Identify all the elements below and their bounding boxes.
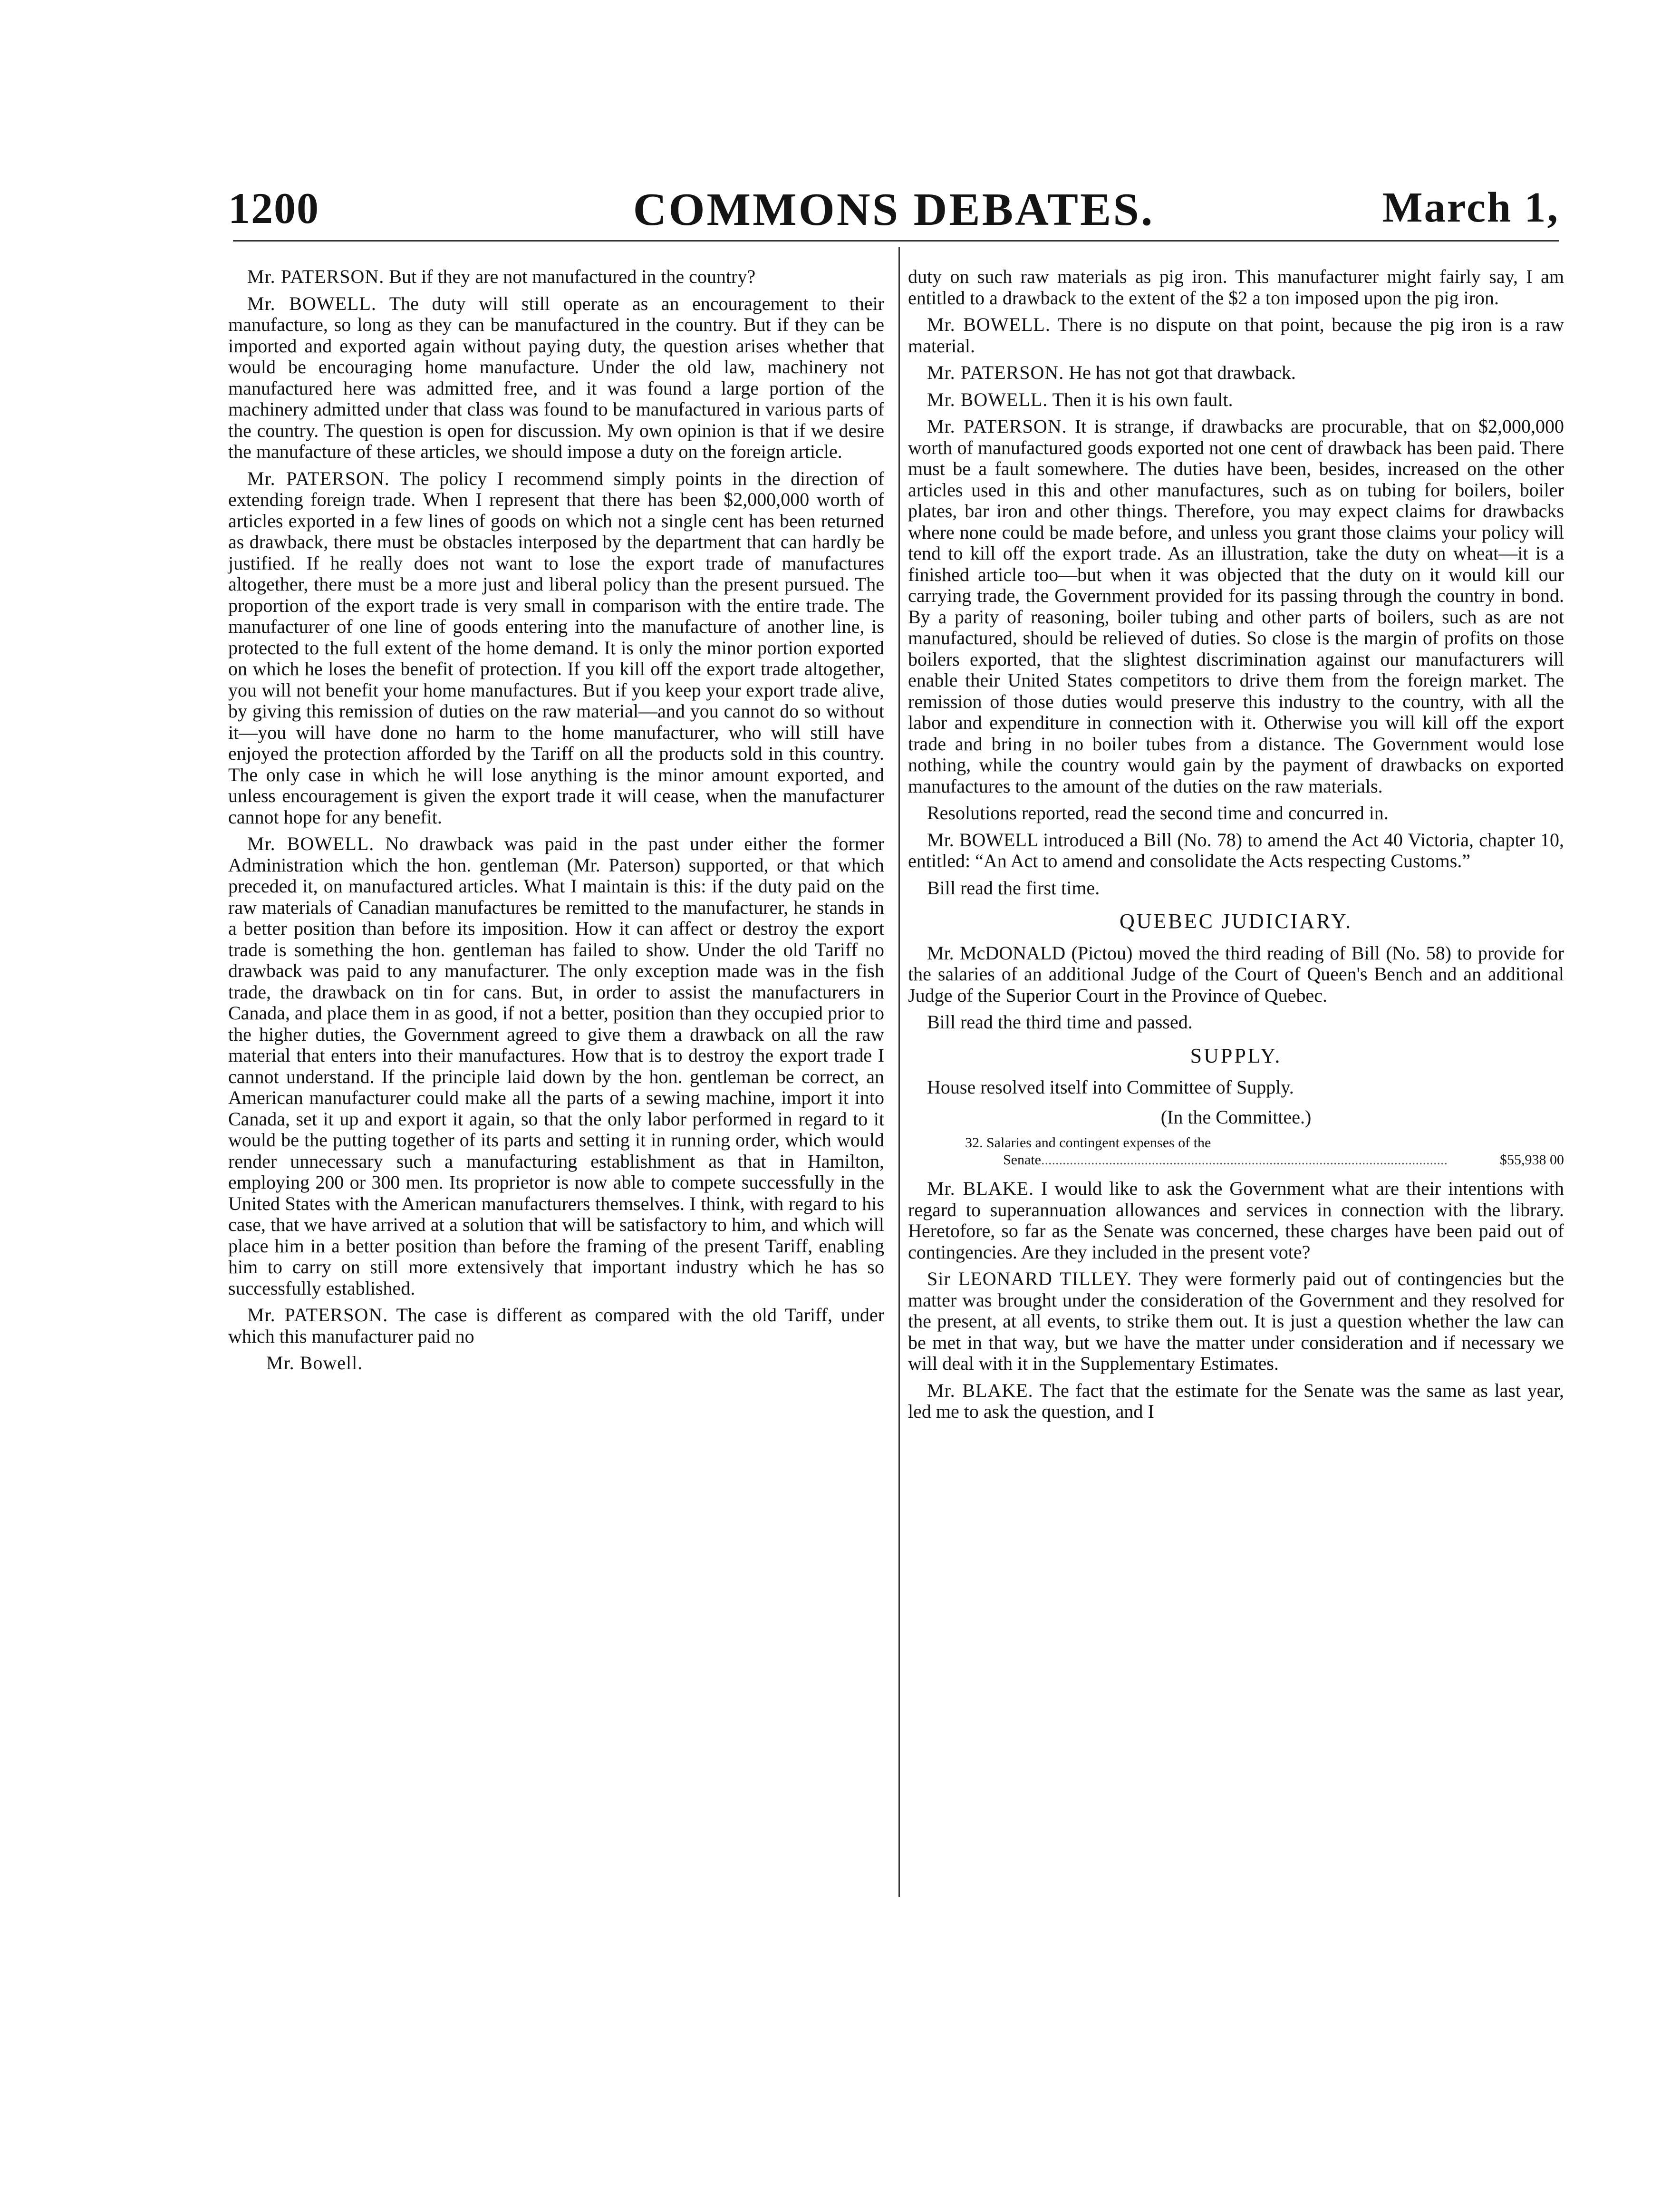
speaker-name: Mr. PATERSON.	[927, 362, 1064, 383]
speaker-name: Mr. BOWELL.	[247, 833, 375, 854]
paragraph-text: Resolutions reported, read the second time and concurred in.	[927, 802, 1389, 823]
speaker-name: Mr. BLAKE.	[927, 1379, 1033, 1401]
paragraph	[908, 1380, 1564, 1423]
paragraph-text: But if they are not manufactured in the country?	[389, 266, 756, 287]
paragraph-text: They were formerly paid out of contingencies but the matter was brought under the consideration of the Government and they resolved for the present, at all events, to strike them out. It is just a question whether the law can be met in that way, but we have the matter under consideration and if necessary we will deal with it in the Supplementary Estimates.	[908, 1268, 1564, 1374]
paragraph	[908, 1012, 1564, 1033]
committee-subheading: (In the Committee.)	[1160, 1106, 1312, 1128]
paragraph-text: It is strange, if drawbacks are procurable, that on $2,000,000 worth of manufactured goods exported not one cent of drawback has been paid. There must be a fault somewhere. The duties have been, besides, increased on the other articles used in this and other manufactures, such as on tubing for boilers, boiler plates, bar iron and other things. Therefore, you may expect claims for drawbacks where none could be made before, and unless you grant those claims your policy will tend to kill off the export trade. As an illustration, take the duty on wheat—it is a finished article too—but when it was objected that the duty on it would kill our carrying trade, the Government provided for its passing through the country in bond. By a parity of reasoning, boiler tubing and other parts of boilers, such as are not manufactured, should be relieved of duties. So close is the margin of profits on those boilers exported, that the slightest discrimination against our manufacturers will enable their United States competitors to drive them from the foreign market. The remission of those duties would preserve this industry to the country, with all the labor and expenditure in connection with it. Otherwise you will kill off the export trade and bring in no boiler tubes from a distance. The Government would lose nothing, while the country would gain by the payment of drawbacks on exported manufactures to the amount of the duties on the raw materials.	[908, 416, 1564, 797]
paragraph-text: The duty will still operate as an encouragement to their manufacture, so long as they can be manufactured in the country. But if they can be imported and exported again without paying duty, the question arises whether that would be encouraging home manufacture. Under the old law, machinery not manufactured here was admitted free, and it was found a large portion of the machinery admitted under that class was found to be manufactured in various parts of the country. The question is open for discussion. My own opinion is that if we desire the manufacture of these articles, we should impose a duty on the foreign article.	[228, 292, 884, 462]
paragraph-text: Then it is his own fault.	[1052, 388, 1233, 410]
speaker-name: Mr. PATERSON.	[247, 467, 390, 489]
paragraph	[908, 803, 1564, 824]
speaker-name: Mr. PATERSON.	[247, 1304, 388, 1326]
paragraph	[908, 943, 1564, 1007]
right-column	[908, 266, 1564, 1428]
paragraph-text: Mr. BOWELL introduced a Bill (No. 78) to amend the Act 40 Victoria, chapter 10, entitled: “An Act to amend and consolidate the Acts respecting Customs.”	[908, 829, 1564, 871]
paragraph	[228, 293, 884, 463]
paragraph-text: The policy I recommend simply points in the direction of extending foreign trade. When I represent that there has been $2,000,000 worth of articles exported in a few lines of goods on which not a single cent has been returned as drawback, there must be obstacles interposed by the department that can hardly be justified. If he really does not want to lose the export trade of manufactures altogether, there must be a more just and liberal policy than the present pursued. The proportion of the export trade is very small in comparison with the entire trade. The manufacturer of one line of goods entering into the manufacture of another line, is protected to the full extent of the home demand. It is only the minor portion exported on which he loses the benefit of protection. If you kill off the export trade altogether, you will not benefit your home manufactures. But if you keep your export trade alive, by giving this remission of duties on the raw material—and you cannot do so without it—you will have done no harm to the home manufacturer, who will still have enjoyed the protection afforded by the Tariff on all the products sold in this country. The only case in which he will lose anything is the minor amount exported, and unless encouragement is given the export trade it will cease, when the manufacturer cannot hope for any benefit.	[228, 467, 884, 828]
speaker-name: Mr. BOWELL.	[247, 292, 377, 314]
speaker-name: Mr. BLAKE.	[927, 1178, 1034, 1199]
paragraph	[908, 1077, 1564, 1098]
speaker-name: Mr. BOWELL.	[927, 314, 1051, 335]
section-heading-supply: SUPPLY.	[1190, 1044, 1282, 1067]
paragraph-text: Bill read the first time.	[927, 877, 1100, 899]
column-divider	[898, 247, 900, 1897]
paragraph	[228, 468, 884, 828]
paragraph-text: I would like to ask the Government what are their intentions with regard to superannuation allowances and services in connection with the library. Heretofore, so far as the Senate was concerned, these charges have been paid out of contingencies. Are they included in the present vote?	[908, 1178, 1564, 1263]
paragraph	[228, 266, 884, 288]
paragraph	[908, 878, 1564, 899]
header-rule	[233, 240, 1559, 242]
paragraph-text: He has not got that drawback.	[1069, 362, 1296, 383]
estimate-label: Senate	[1003, 1152, 1041, 1168]
paragraph	[908, 314, 1564, 357]
paragraph	[908, 362, 1564, 384]
paragraph-text: Bill read the third time and passed.	[927, 1011, 1193, 1033]
paragraph-text: No drawback was paid in the past under either the former Administration which the hon. gentleman (Mr. Paterson) supported, or that which preceded it, on manufactured articles. What I maintain is this: if the duty paid on the raw materials of Canadian manufactures be remitted to the manufacturer, he stands in a better position than before its imposition. How it can affect or destroy the export trade is something the hon. gentleman has failed to show. Under the old Tariff no drawback was paid to any manufacturer. The only exception made was in the fish trade, the drawback on tin for cans. But, in order to assist the manufacturers in Canada, and place them in as good, if not a better, position than they occupied prior to the higher duties, the Government agreed to give them a drawback on all the raw material that enters into their manufactures. How that is to destroy the export trade I cannot understand. If the principle laid down by the hon. gentleman be correct, an American manufacturer could make all the parts of a sewing machine, import it into Canada, set it up and export it again, so that the only labor performed in regard to it would be the putting together of its parts and setting it in running order, which would render unnecessary such a manufacturing establishment as that in Hamilton, employing 200 or 300 men. Its proprietor is now able to compete successfully in the United States with the American manufacturers themselves. I think, with regard to his case, that we have arrived at a solution that will be satisfactory to him, and which will place him in a better position than before the framing of the present Tariff, enabling him to carry on still more extensively that important industry which he has so successfully established.	[228, 833, 885, 1299]
paragraph	[908, 416, 1564, 797]
paragraph-text: The case is different as compared with the old Tariff, under which this manufacturer paid no	[228, 1304, 885, 1347]
estimate-line	[908, 1152, 1564, 1169]
page-number: 1200	[228, 184, 319, 232]
paragraph	[908, 830, 1564, 872]
paragraph-text: duty on such raw materials as pig iron. This manufacturer might fairly say, I am entitled to a drawback to the extent of the $2 a ton imposed upon the pig iron.	[908, 266, 1564, 309]
speaker-name: Sir LEONARD TILLEY.	[927, 1268, 1132, 1289]
paragraph-text: The fact that the estimate for the Senate was the same as last year, led me to ask the question, and I	[908, 1379, 1564, 1422]
paragraph	[228, 1305, 884, 1347]
paragraph	[908, 1268, 1564, 1375]
paragraph-text: There is no dispute on that point, because the pig iron is a raw material.	[908, 314, 1564, 357]
speaker-name: Mr. PATERSON.	[247, 266, 385, 287]
paragraph	[908, 266, 1564, 309]
paragraph	[228, 833, 884, 1299]
estimate-description: 32. Salaries and contingent expenses of the	[965, 1135, 1211, 1151]
dot-leader: ..................................................................................................................	[1041, 1152, 1448, 1168]
speaker-name: Mr. BOWELL.	[927, 388, 1048, 410]
running-head	[228, 183, 1559, 235]
paragraph-text: Mr. McDONALD (Pictou) moved the third reading of Bill (No. 58) to provide for the salaries of an additional Judge of the Court of Queen's Bench and an additional Judge of the Superior Court in the Province of Quebec.	[908, 942, 1564, 1006]
section-heading-quebec-judiciary: QUEBEC JUDICIARY.	[1119, 910, 1353, 933]
journal-title: COMMONS DEBATES.	[633, 184, 1155, 235]
catchword: Mr. Bowell.	[266, 1352, 363, 1374]
paragraph	[908, 389, 1564, 411]
estimate-item	[908, 1134, 1564, 1169]
page-date: March 1,	[1382, 184, 1559, 231]
paragraph	[908, 1178, 1564, 1263]
paragraph-text: House resolved itself into Committee of Supply.	[927, 1076, 1294, 1098]
estimate-amount: $55,938 00	[1500, 1152, 1564, 1168]
speaker-name: Mr. PATERSON.	[927, 416, 1067, 437]
left-column	[228, 266, 884, 1374]
